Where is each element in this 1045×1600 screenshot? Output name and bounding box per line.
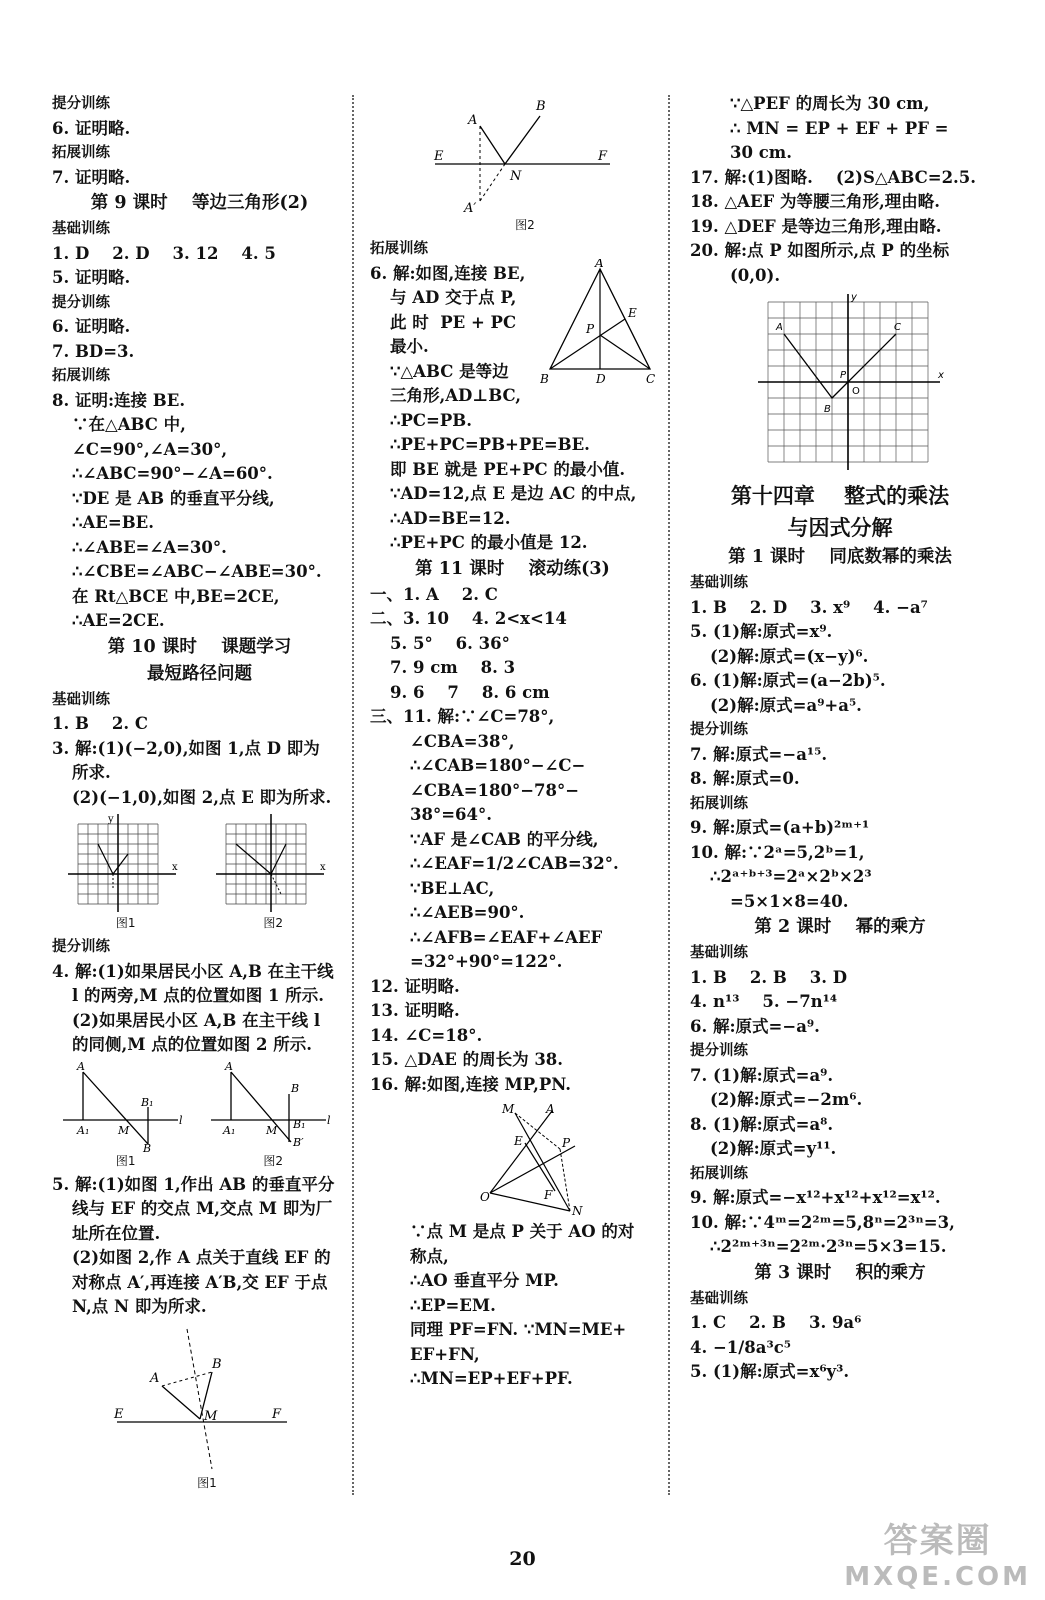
answer-line: ∵BE⊥AC,	[410, 878, 495, 898]
answer-line: ∴PE+PC=PB+PE=BE.	[390, 435, 590, 454]
answer-line: 18. △AEF 为等腰三角形,理由略.	[690, 192, 940, 211]
answer-line: 8. 解:原式=0.	[690, 769, 800, 788]
answer-line: 38°=64°.	[410, 805, 492, 824]
caption-grid-1: 图1	[115, 916, 136, 930]
answer-line: ∠CBA=180°−78°−	[410, 780, 580, 800]
answer-line: N,点 N 即为所求.	[72, 1297, 207, 1316]
grid-figure-1	[68, 814, 183, 931]
answer-line: ∴AD=BE=12.	[390, 508, 511, 528]
section-label: 提分训练	[52, 96, 110, 112]
answer-line: 称点,	[410, 1246, 449, 1266]
answer-line: =5×1×8=40.	[730, 891, 849, 911]
answer-line: ∠CBA=38°,	[410, 731, 515, 751]
section-label: 提分训练	[52, 294, 110, 311]
section-label: 拓展训练	[690, 795, 748, 812]
answer-line: 7. BD=3.	[52, 341, 135, 361]
answer-line: 30 cm.	[730, 143, 792, 162]
section-label: 拓展训练	[52, 368, 110, 384]
answer-line: 8. (1)解:原式=a⁸.	[690, 1114, 834, 1134]
answer-line: 19. △DEF 是等边三角形,理由略.	[690, 216, 942, 236]
section-label: 基础训练	[690, 575, 748, 591]
triangle-figure	[540, 259, 660, 393]
mn-F: F	[544, 1188, 553, 1202]
answer-line: ∠C=90°,∠A=30°,	[72, 439, 228, 459]
mn-O: O	[480, 1190, 490, 1204]
mn-A: A	[546, 1102, 555, 1116]
answer-line: 4. −1/8a³c⁵	[690, 1337, 791, 1357]
answer-line: ∴PE+PC 的最小值是 12.	[390, 533, 588, 552]
l2-l: l	[326, 1113, 331, 1127]
answer-line: 5. (1)解:原式=x⁶y³.	[690, 1362, 850, 1381]
answer-line: 线与 EF 的交点 M,交点 M 即为厂	[72, 1199, 333, 1218]
tri-P: P	[586, 322, 595, 336]
answer-line: 5. 5° 6. 36°	[390, 633, 510, 653]
col2-bottom-block	[370, 1220, 655, 1392]
answer-line: 址所在位置.	[72, 1223, 161, 1243]
answer-line: 1. D 2. D 3. 12 4. 5	[52, 243, 276, 263]
answer-line: ∵在△ABC 中,	[72, 415, 186, 434]
answer-line: 15. △DAE 的周长为 38.	[370, 1050, 564, 1069]
answer-line: 7. 解:原式=−a¹⁵.	[690, 744, 828, 764]
tri-B: B	[540, 372, 549, 386]
g3-C: C	[894, 322, 901, 333]
answer-line: 6. 证明略.	[52, 317, 131, 336]
answer-line: EF+FN,	[410, 1344, 480, 1364]
caption-line-2: 图2	[263, 1153, 284, 1168]
grid-figure-2	[216, 814, 331, 931]
l1-A1: A₁	[77, 1123, 90, 1137]
answer-line: 3. 解:(1)(−2,0),如图 1,点 D 即为	[52, 738, 320, 758]
grid-figures-row	[52, 814, 347, 931]
answer-line: (2)如图 2,作 A 点关于直线 EF 的	[72, 1248, 331, 1267]
answer-line: 4. 解:(1)如果居民小区 A,B 在主干线	[52, 961, 334, 981]
l2-A1: A₁	[222, 1123, 236, 1137]
section-label: 拓展训练	[690, 1165, 748, 1182]
answer-line: ∵△ABC 是等边	[390, 361, 509, 381]
answer-line: 的同侧,M 点的位置如图 2 所示.	[72, 1035, 312, 1054]
col3-bottom-block	[690, 480, 990, 1385]
lesson-heading: 第 1 课时 同底数幂的乘法	[728, 547, 952, 567]
g3-B: B	[824, 404, 831, 415]
l1-l: l	[179, 1113, 183, 1127]
col2-top-wrapper	[370, 237, 655, 1097]
caption-c2-top: 图2	[515, 218, 535, 232]
answer-line: ∵△PEF 的周长为 30 cm,	[730, 94, 930, 113]
answer-line: 17. 解:(1)图略. (2)S△ABC=2.5.	[690, 167, 977, 187]
col1-bottom-block	[52, 1173, 347, 1320]
answer-line: l 的两旁,M 点的位置如图 1 所示.	[72, 986, 324, 1005]
tri-A: A	[595, 259, 604, 270]
column-1	[52, 92, 347, 1495]
t-E: E	[434, 149, 444, 164]
lesson-heading: 第 2 课时 幂的乘方	[754, 917, 926, 937]
l2-Bp: B′	[292, 1135, 304, 1149]
answer-line: 4. n¹³ 5. −7n¹⁴	[690, 992, 838, 1011]
t-F: F	[598, 149, 608, 164]
column-3	[690, 92, 990, 1385]
answer-line: 与 AD 交于点 P,	[390, 288, 517, 307]
line-figure-1	[63, 1062, 188, 1169]
watermark-line-2: MXQE.COM	[844, 1562, 1031, 1592]
answer-line: ∵点 M 是点 P 关于 AO 的对	[410, 1222, 635, 1241]
answer-line: ∵AD=12,点 E 是边 AC 的中点,	[390, 484, 637, 503]
answer-line: 6. 证明略.	[52, 118, 131, 138]
section-label: 基础训练	[52, 221, 110, 237]
line-figures-row	[52, 1062, 347, 1169]
bot-M: M	[204, 1408, 218, 1424]
answer-line: 对称点 A′,再连接 A′B,交 EF 于点	[72, 1272, 328, 1292]
answer-line: 9. 6 7 8. 6 cm	[390, 682, 550, 702]
section-label: 提分训练	[52, 939, 110, 955]
answer-line: 5. 解:(1)如图 1,作出 AB 的垂直平分	[52, 1174, 335, 1194]
mn-P: P	[562, 1136, 571, 1150]
answer-line: ∴∠AEB=90°.	[410, 903, 525, 922]
answer-line: 最小.	[390, 337, 429, 356]
l1-B1: B₁	[141, 1095, 154, 1109]
mn-M: M	[502, 1102, 515, 1116]
lesson-heading: 第 9 课时 等边三角形(2)	[90, 193, 309, 213]
tri-E: E	[628, 306, 637, 320]
answer-line: ∴ MN = EP + EF + PF =	[730, 118, 949, 138]
section-label: 拓展训练	[52, 145, 110, 161]
answer-line: ∴∠ABC=90°−∠A=60°.	[72, 464, 273, 483]
answer-line: 7. 9 cm 8. 3	[390, 658, 516, 677]
mn-figure	[480, 1101, 655, 1216]
page-number: 20	[509, 1548, 536, 1570]
g1-x-label: x	[172, 862, 178, 873]
line-figure-2	[211, 1062, 336, 1169]
answer-line: 1. B 2. C	[52, 714, 148, 733]
answer-line: ∴2²ᵐ⁺³ⁿ=2²ᵐ·2³ⁿ=5×3=15.	[710, 1237, 947, 1256]
answer-line: (2)解:原式=y¹¹.	[710, 1139, 837, 1158]
answer-line: ∵AF 是∠CAB 的平分线,	[410, 829, 599, 849]
top-reflection-figure	[430, 96, 655, 233]
answer-line: ∴∠CBE=∠ABC−∠ABE=30°.	[72, 562, 322, 581]
mn-E: E	[514, 1134, 523, 1148]
bot-B: B	[212, 1356, 222, 1372]
caption-line-1: 图1	[115, 1153, 136, 1168]
tri-C: C	[646, 372, 656, 386]
coordinate-grid-figure	[748, 292, 990, 472]
l2-M: M	[265, 1123, 278, 1137]
answer-line: 9. 解:原式=−x¹²+x¹²+x¹²=x¹².	[690, 1188, 941, 1207]
bot-E: E	[114, 1406, 124, 1422]
bot-F: F	[272, 1406, 282, 1422]
answer-line: 10. 解:∵4ᵐ=2²ᵐ=5,8ⁿ=2³ⁿ=3,	[690, 1212, 955, 1232]
answer-line: ∴AO 垂直平分 MP.	[410, 1271, 559, 1290]
answer-line: ∴∠AFB=∠EAF+∠AEF	[410, 927, 603, 947]
g3-x: x	[938, 370, 944, 381]
answer-line: 14. ∠C=18°.	[370, 1025, 483, 1045]
section-label: 提分训练	[690, 1043, 748, 1059]
answer-line: ∵DE 是 AB 的垂直平分线,	[72, 488, 275, 508]
answer-line: ∴EP=EM.	[410, 1295, 496, 1315]
answer-line: (2)如果居民小区 A,B 在主干线 l	[72, 1010, 321, 1030]
caption-bottom-1: 图1	[197, 1475, 217, 1490]
answer-line: 10. 解:∵2ᵃ=5,2ᵇ=1,	[690, 842, 865, 862]
answer-line: 三、11. 解:∵∠C=78°,	[370, 707, 555, 726]
answer-line: 5. 证明略.	[52, 268, 131, 287]
section-label: 基础训练	[690, 1290, 748, 1307]
answer-line: 一、1. A 2. C	[370, 584, 498, 604]
answer-line: 6. 解:如图,连接 BE,	[370, 263, 526, 283]
l1-M: M	[118, 1123, 130, 1137]
col3-top-block	[690, 92, 990, 288]
answer-line: 在 Rt△BCE 中,BE=2CE,	[72, 586, 280, 606]
section-label: 拓展训练	[370, 241, 428, 257]
answer-line: =32°+90°=122°.	[410, 952, 563, 971]
answer-line: 1. B 2. D 3. x⁹ 4. −a⁷	[690, 597, 928, 617]
answer-line: 5. (1)解:原式=x⁹.	[690, 622, 833, 641]
answer-line: ∴∠ABE=∠A=30°.	[72, 537, 227, 557]
watermark-line-1: 答案圈	[883, 1521, 992, 1561]
t-A: A	[468, 113, 478, 128]
tri-D: D	[596, 372, 606, 386]
l2-A: A	[224, 1061, 233, 1073]
lesson-heading: 第十四章 整式的乘法	[730, 483, 950, 508]
col1-top-block	[52, 92, 347, 810]
answer-line: 1. B 2. B 3. D	[690, 967, 848, 987]
answer-line: 12. 证明略.	[370, 976, 460, 996]
g3-y: y	[851, 292, 857, 303]
answer-line: ∴∠CAB=180°−∠C−	[410, 756, 586, 775]
bottom-figure	[112, 1324, 347, 1491]
answer-line: 7. (1)解:原式=a⁹.	[690, 1065, 834, 1085]
answer-line: 20. 解:点 P 如图所示,点 P 的坐标	[690, 241, 950, 260]
mn-N: N	[572, 1204, 583, 1216]
answer-line: 所求.	[72, 763, 111, 782]
g1-y-label: y	[108, 814, 114, 825]
answer-line: ∴AE=2CE.	[72, 611, 165, 630]
answer-line: 即 BE 就是 PE+PC 的最小值.	[390, 459, 626, 479]
bot-A: A	[150, 1370, 160, 1386]
answer-line: 1. C 2. B 3. 9a⁶	[690, 1313, 862, 1332]
t-Ap: A′	[464, 201, 477, 216]
answer-line: ∴PC=PB.	[390, 410, 472, 430]
g2-x-label: x	[319, 862, 326, 873]
answer-line: (2)解:原式=a⁹+a⁵.	[710, 695, 862, 715]
answer-line: ∴MN=EP+EF+PF.	[410, 1369, 573, 1388]
caption-grid-2: 图2	[263, 916, 284, 930]
answer-line: 此 时 PE + PC	[390, 312, 517, 332]
answer-line: (2)解:原式=−2m⁶.	[710, 1090, 863, 1109]
t-N: N	[510, 169, 522, 184]
answer-line: (2)解:原式=(x−y)⁶.	[710, 646, 869, 666]
lesson-heading: 第 10 课时 课题学习	[107, 636, 292, 657]
answer-line: 同理 PF=FN. ∵MN=ME+	[410, 1320, 627, 1339]
answer-line: ∴2ᵃ⁺ᵇ⁺³=2ᵃ×2ᵇ×2³	[710, 867, 872, 886]
answer-line: 16. 解:如图,连接 MP,PN.	[370, 1074, 571, 1094]
t-B: B	[536, 99, 546, 114]
answer-line: 13. 证明略.	[370, 1001, 460, 1020]
column-2	[370, 92, 655, 1392]
lesson-heading: 最短路径问题	[147, 663, 252, 684]
answer-line: 三角形,AD⊥BC,	[390, 386, 522, 405]
g3-A: A	[776, 322, 783, 333]
answer-line: ∴∠EAF=1/2∠CAB=32°.	[410, 854, 619, 873]
answer-line: (0,0).	[730, 265, 781, 285]
answer-line: 6. (1)解:原式=(a−2b)⁵.	[690, 671, 886, 690]
watermark-logo	[844, 1513, 1031, 1592]
answer-line: (2)(−1,0),如图 2,点 E 即为所求.	[72, 787, 332, 807]
answer-line: 9. 解:原式=(a+b)²ᵐ⁺¹	[690, 818, 870, 837]
answer-line: 6. 解:原式=−a⁹.	[690, 1016, 820, 1036]
section-label: 基础训练	[52, 691, 110, 708]
col1-mid-block	[52, 935, 347, 1058]
lesson-heading: 第 3 课时 积的乘方	[754, 1262, 926, 1283]
l2-B1: B₁	[292, 1117, 306, 1131]
answer-line: 7. 证明略.	[52, 167, 131, 187]
answer-line: ∴AE=BE.	[72, 513, 154, 532]
l1-B: B	[143, 1141, 152, 1152]
g3-O: O	[852, 386, 860, 397]
answer-line: 二、3. 10 4. 2<x<14	[370, 609, 567, 628]
section-label: 基础训练	[690, 945, 748, 961]
l1-A: A	[77, 1061, 86, 1073]
g3-P: P	[840, 370, 847, 381]
lesson-heading: 第 11 课时 滚动练(3)	[415, 558, 610, 579]
lesson-heading: 与因式分解	[787, 515, 893, 540]
l2-B: B	[290, 1081, 299, 1095]
section-label: 提分训练	[690, 722, 748, 738]
answer-line: 8. 证明:连接 BE.	[52, 390, 186, 410]
